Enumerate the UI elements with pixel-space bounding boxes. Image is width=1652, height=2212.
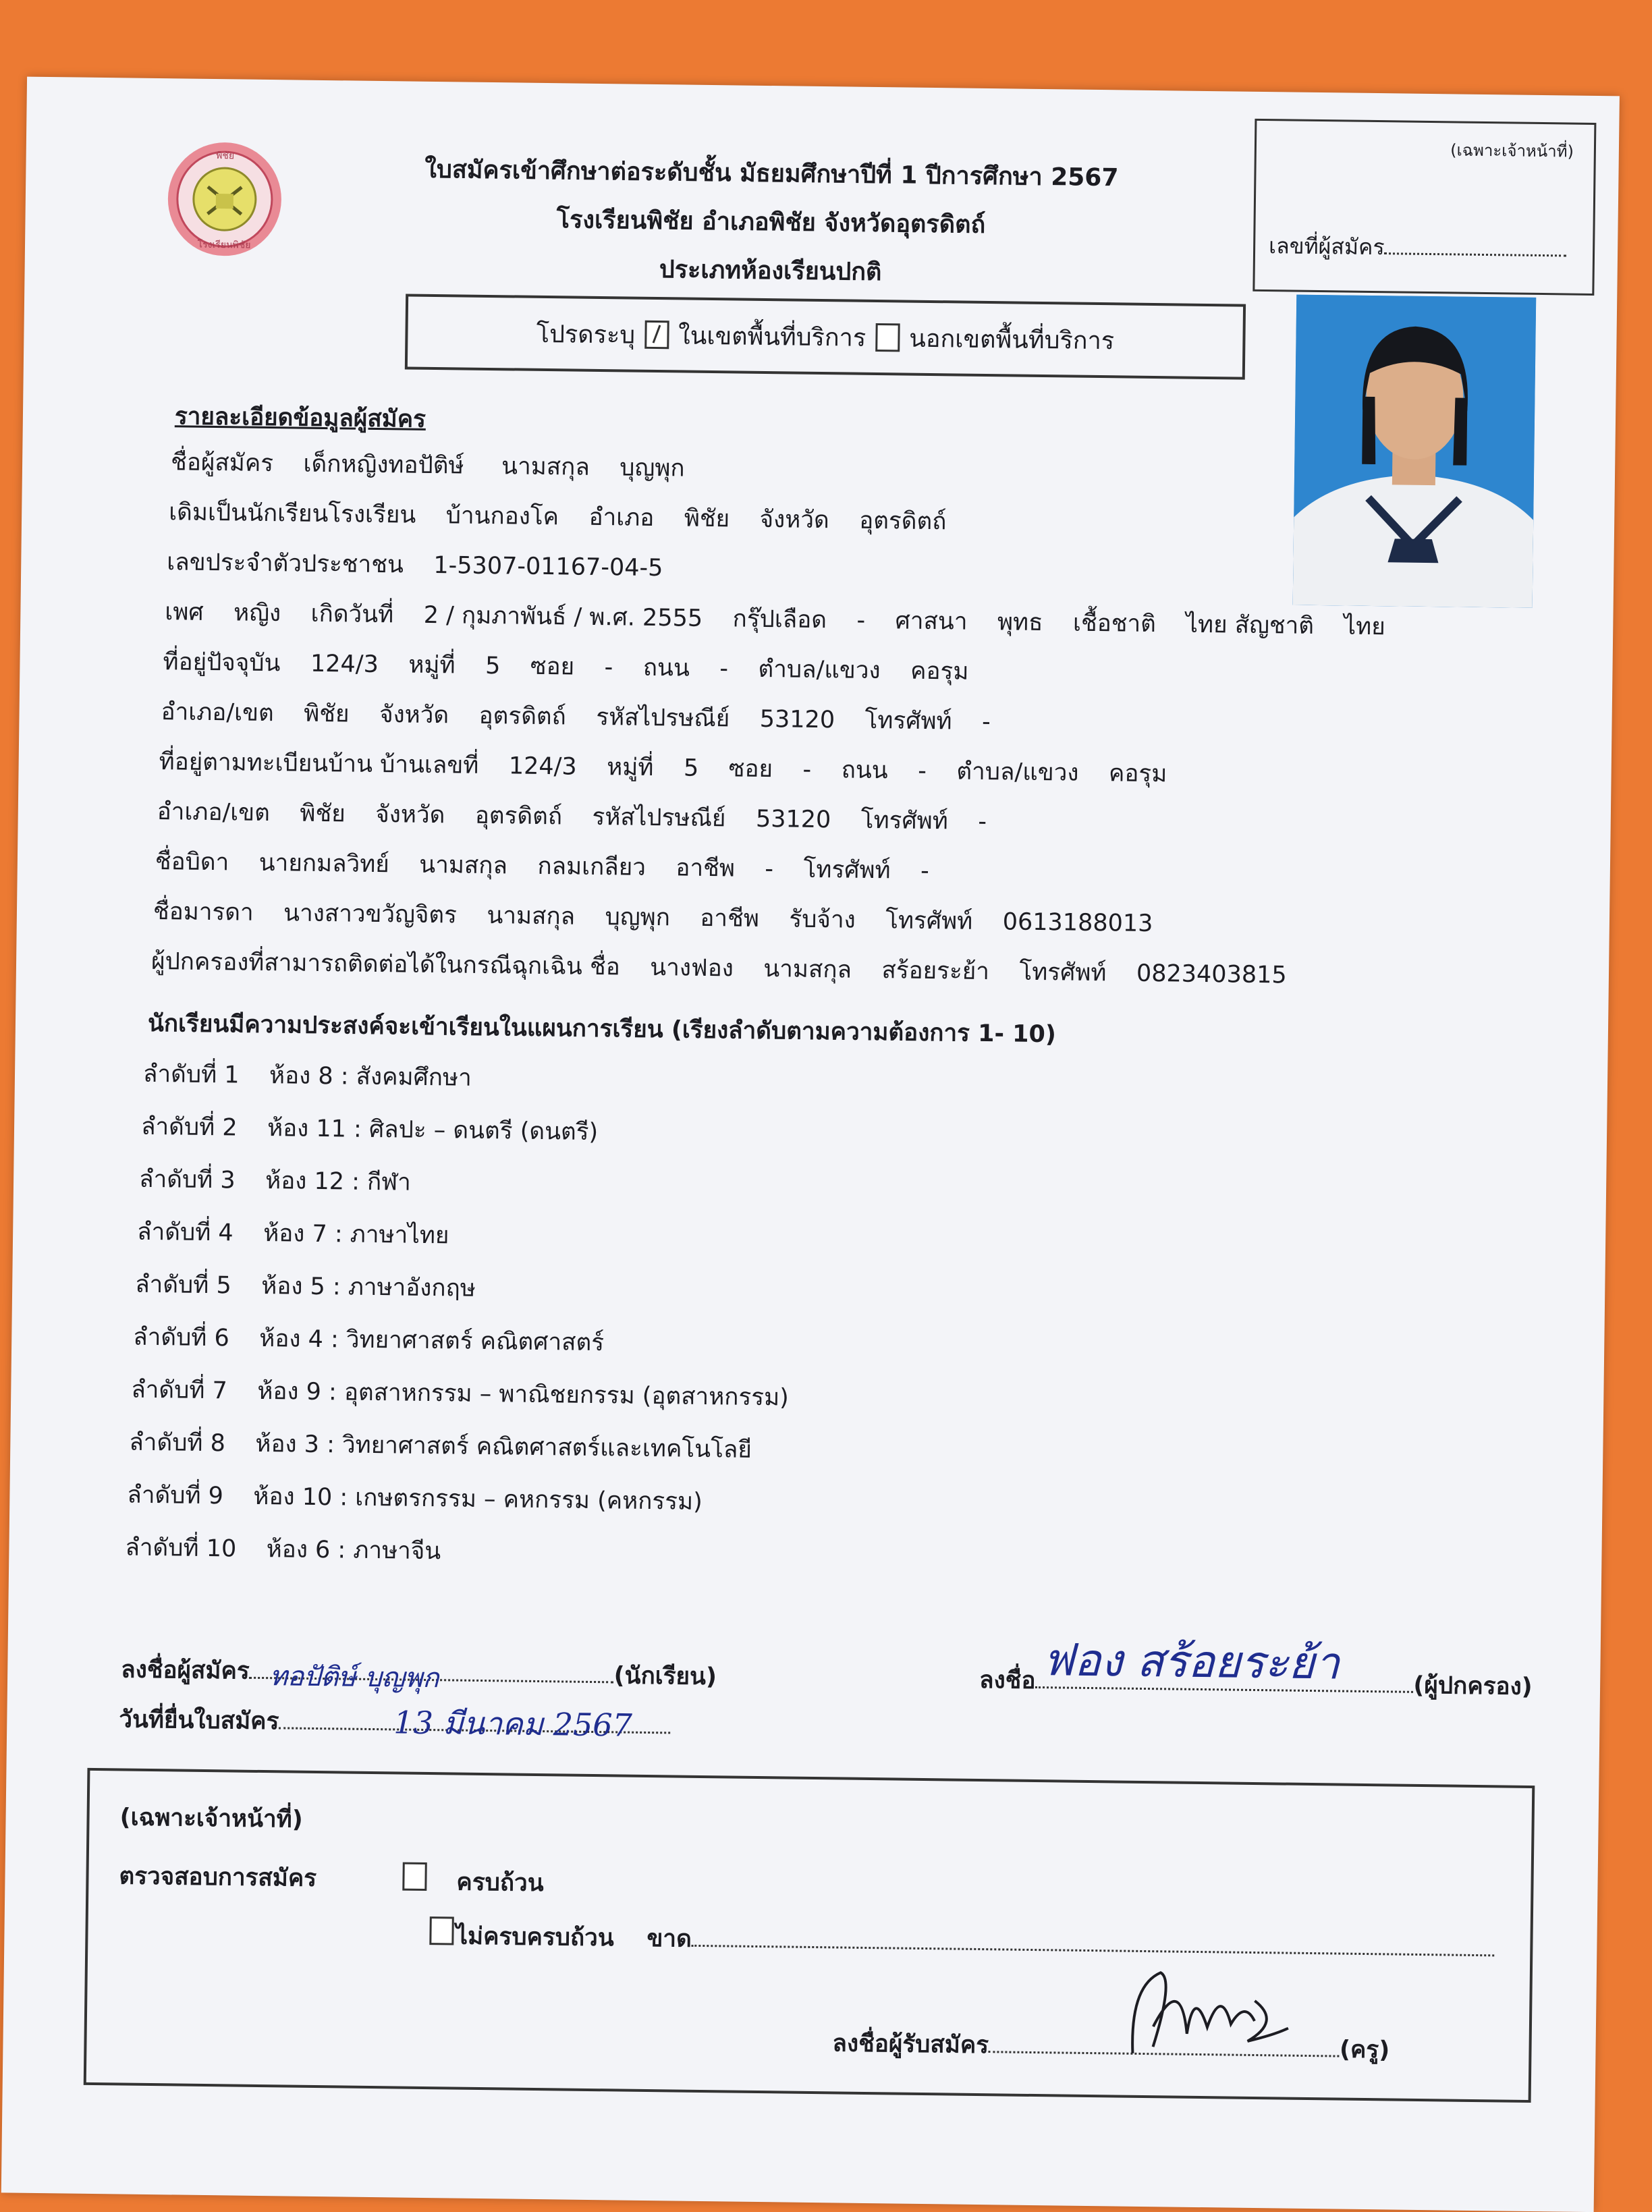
row-id-number: เลขประจำตัวประชาชน 1-5307-01167-04-5 [167, 549, 663, 582]
row-registered-district: อำเภอ/เขต พิชัย จังหวัด อุตรดิตถ์ รหัสไปรษณีย์ 53120 โทรศัพท์ - [157, 798, 987, 836]
receiver-signature [1119, 1959, 1302, 2062]
class-type: ประเภทห้องเรียนปกติ [659, 256, 882, 287]
school-line: โรงเรียนพิชัย อำเภอพิชัย จังหวัดอุตรดิตถ์ [556, 206, 986, 239]
inside-zone-label: ในเขตพื้นที่บริการ [678, 321, 866, 352]
plan-item: ลำดับที่ 2 ห้อง 11 : ศิลปะ – ดนตรี (ดนตรี) [140, 1113, 599, 1146]
school-seal-logo [160, 139, 290, 258]
incomplete-checkbox[interactable] [429, 1916, 454, 1945]
row-mother: ชื่อมารดา นางสาวขวัญจิตร นามสกุล บุญพุก อาชีพ รับจ้าง โทรศัพท์ 0613188013 [153, 897, 1153, 938]
complete-checkbox[interactable] [402, 1862, 427, 1891]
inside-zone-checkbox[interactable] [644, 321, 669, 349]
submit-date: 13 มีนาคม 2567 [393, 1704, 633, 1744]
plan-item: ลำดับที่ 9 ห้อง 10 : เกษตรกรรม – คหกรรม (คหกรรม) [127, 1481, 703, 1516]
staff-title: (เฉพาะเจ้าหน้าที่) [119, 1804, 303, 1833]
applicant-number[interactable]: เลขที่ผู้สมัคร [1269, 229, 1567, 267]
row-current-address: ที่อยู่ปัจจุบัน 124/3 หมู่ที่ 5 ซอย - ถนน - ตำบล/แขวง คอรุม [163, 648, 969, 686]
applicant-surname: บุญพุก [620, 454, 685, 482]
row-personal: เพศ หญิง เกิดวันที่ 2 / กุมภาพันธ์ / พ.ศ. 2555 กรุ๊ปเลือด - ศาสนา พุทธ เชื้อชาติ ไทย สัญชาติ ไทย [165, 599, 1385, 641]
plan-item: ลำดับที่ 5 ห้อง 5 : ภาษาอังกฤษ [134, 1271, 476, 1302]
plan-item: ลำดับที่ 4 ห้อง 7 : ภาษาไทย [136, 1218, 449, 1250]
details-heading: รายละเอียดข้อมูลผู้สมัคร [174, 403, 426, 433]
office-only-label: (เฉพาะเจ้าหน้าที่) [1450, 140, 1574, 161]
incomplete-row: ไม่ครบครบถ้วน ขาด [456, 1923, 1495, 1964]
plans-heading: นักเรียนมีความประสงค์จะเข้าเรียนในแผนการเรียน (เรียงลำดับตามความต้องการ 1- 10) [147, 1010, 1057, 1049]
row-name: ชื่อผู้สมัคร เด็กหญิงทอปัติษ์ นามสกุล บุญพุก [170, 449, 685, 482]
office-use-box [1252, 119, 1596, 296]
guardian-signature-row: ลงชื่อ ฟอง สร้อยระย้า (ผู้ปกครอง) [979, 1634, 1533, 1701]
zone-prompt: โปรดระบุ [536, 320, 636, 350]
plan-item: ลำดับที่ 6 ห้อง 4 : วิทยาศาสตร์ คณิตศาสตร์ [133, 1323, 605, 1357]
plan-item: ลำดับที่ 7 ห้อง 9 : อุตสาหกรรม – พาณิชยกรรม (อุตสาหกรรม) [131, 1376, 790, 1412]
form-title: ใบสมัครเข้าศึกษาต่อระดับชั้น มัธยมศึกษาปีที่ 1 ปีการศึกษา 2567 [424, 155, 1119, 192]
applicant-photo [1293, 295, 1537, 608]
svg-text:โรงเรียนพิชัย: โรงเรียนพิชัย [197, 239, 251, 251]
check-label: ตรวจสอบการสมัคร [119, 1862, 317, 1893]
row-previous-school: เดิมเป็นนักเรียนโรงเรียน บ้านกองโค อำเภอ พิชัย จังหวัด อุตรดิตถ์ [168, 499, 947, 536]
application-form [1, 77, 1620, 2212]
plan-item: ลำดับที่ 10 ห้อง 6 : ภาษาจีน [125, 1534, 441, 1566]
id-number: 1-5307-01167-04-5 [433, 551, 663, 582]
plan-item: ลำดับที่ 3 ห้อง 12 : กีฬา [138, 1165, 412, 1196]
applicant-name: เด็กหญิงทอปัติษ์ [303, 450, 464, 480]
row-registered-address: ที่อยู่ตามทะเบียนบ้าน บ้านเลขที่ 124/3 หมู่ที่ 5 ซอย - ถนน - ตำบล/แขวง คอรุม [159, 748, 1167, 788]
staff-only-box [84, 1768, 1535, 2103]
row-guardian: ผู้ปกครองที่สามารถติดต่อได้ในกรณีฉุกเฉิน ชื่อ นางฟอง นามสกุล สร้อยระย้า โทรศัพท์ 0823403815 [150, 947, 1287, 989]
plan-item: ลำดับที่ 1 ห้อง 8 : สังคมศึกษา [142, 1060, 472, 1092]
row-father: ชื่อบิดา นายกมลวิทย์ นามสกุล กลมเกลียว อาชีพ - โทรศัพท์ - [155, 848, 930, 885]
student-signature: ทอปัติษ์ บุญพุก [269, 1661, 439, 1694]
form-title-block [321, 144, 1221, 301]
service-zone-box [405, 294, 1246, 379]
outside-zone-checkbox[interactable] [875, 323, 900, 352]
plan-item: ลำดับที่ 8 ห้อง 3 : วิทยาศาสตร์ คณิตศาสตร์และเทคโนโลยี [129, 1429, 752, 1464]
svg-text:พิชัย: พิชัย [216, 150, 235, 162]
outside-zone-label: นอกเขตพื้นที่บริการ [908, 325, 1115, 355]
birth-date: 2 / กุมภาพันธ์ / พ.ศ. 2555 [423, 601, 703, 632]
date-row: วันที่ยื่นใบสมัคร 13 มีนาคม 2567 [119, 1705, 670, 1740]
row-current-district: อำเภอ/เขต พิชัย จังหวัด อุตรดิตถ์ รหัสไปรษณีย์ 53120 โทรศัพท์ - [161, 698, 991, 736]
complete-label: ครบถ้วน [456, 1869, 544, 1898]
student-signature-row: ลงชื่อผู้สมัคร ทอปัติษ์ บุญพุก (นักเรียน) [121, 1656, 717, 1694]
guardian-signature: ฟอง สร้อยระย้า [1042, 1634, 1340, 1690]
receiver-row: ลงชื่อผู้รับสมัคร (ครู) [832, 2030, 1390, 2064]
